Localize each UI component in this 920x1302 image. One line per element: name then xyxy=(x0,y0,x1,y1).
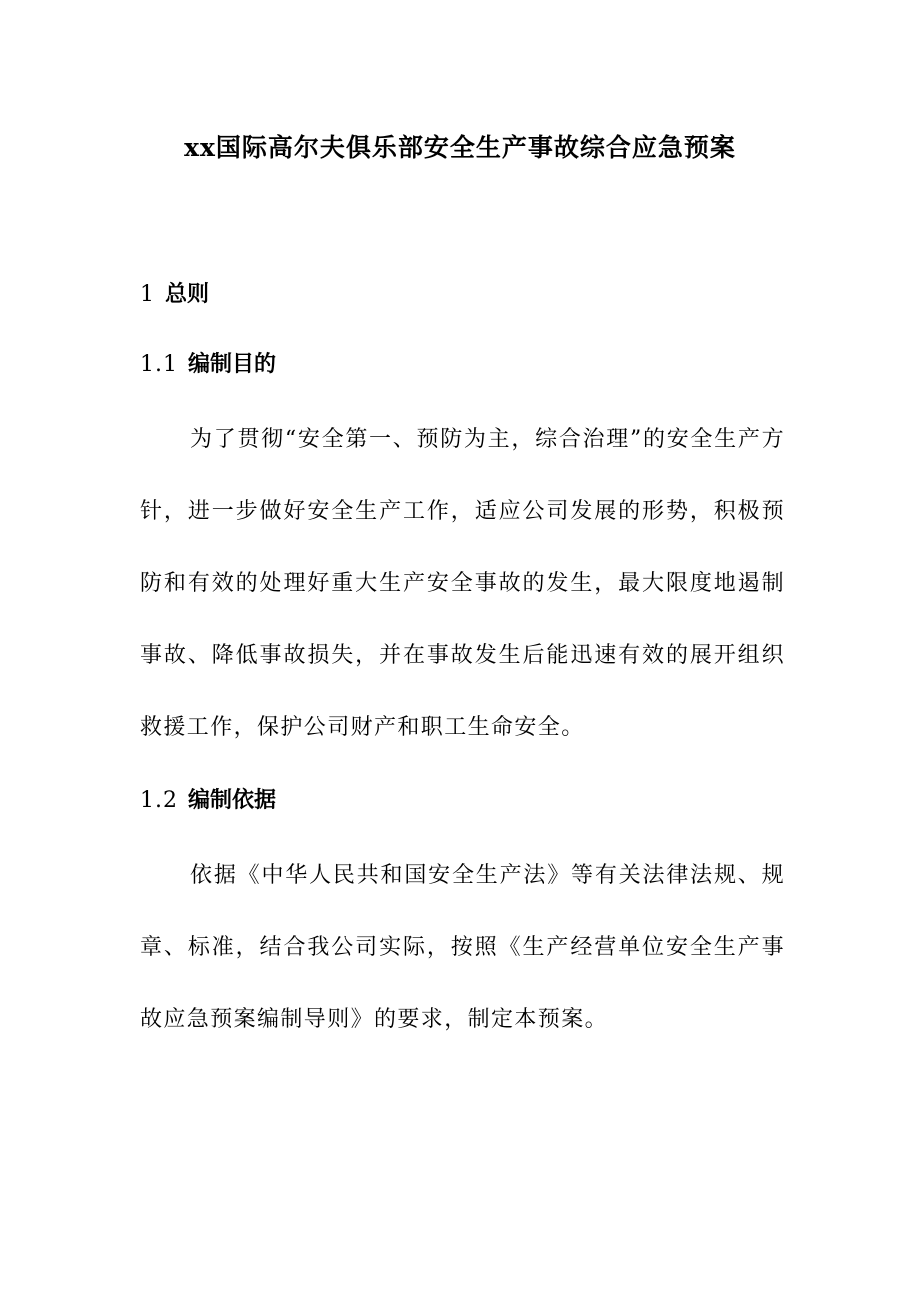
section-number: 1.1 xyxy=(140,352,178,377)
paragraph-purpose: 为了贯彻“安全第一、预防为主，综合治理”的安全生产方针，进一步做好安全生产工作，适应公司发展的形势，积极预防和有效的处理好重大生产安全事故的发生，最大限度地遏制事故、降低事故损失，并在事故发生后能迅速有效的展开组织救援工作，保护公司财产和职工生命安全。 xyxy=(140,427,785,740)
section-title: 编制目的 xyxy=(188,351,277,377)
section-title: 总则 xyxy=(165,281,210,307)
section-number: 1 xyxy=(140,282,155,307)
document-title: xx国际高尔夫俱乐部安全生产事故综合应急预案 xyxy=(184,133,736,162)
section-number: 1.2 xyxy=(140,788,178,813)
paragraph-basis: 依据《中华人民共和国安全生产法》等有关法律法规、规章、标准，结合我公司实际，按照《生产经营单位安全生产事故应急预案编制导则》的要求，制定本预案。 xyxy=(140,863,785,1032)
section-heading-purpose xyxy=(140,346,276,383)
section-heading-general xyxy=(140,276,209,313)
section-heading-basis xyxy=(140,782,276,819)
section-title: 编制依据 xyxy=(188,787,277,813)
